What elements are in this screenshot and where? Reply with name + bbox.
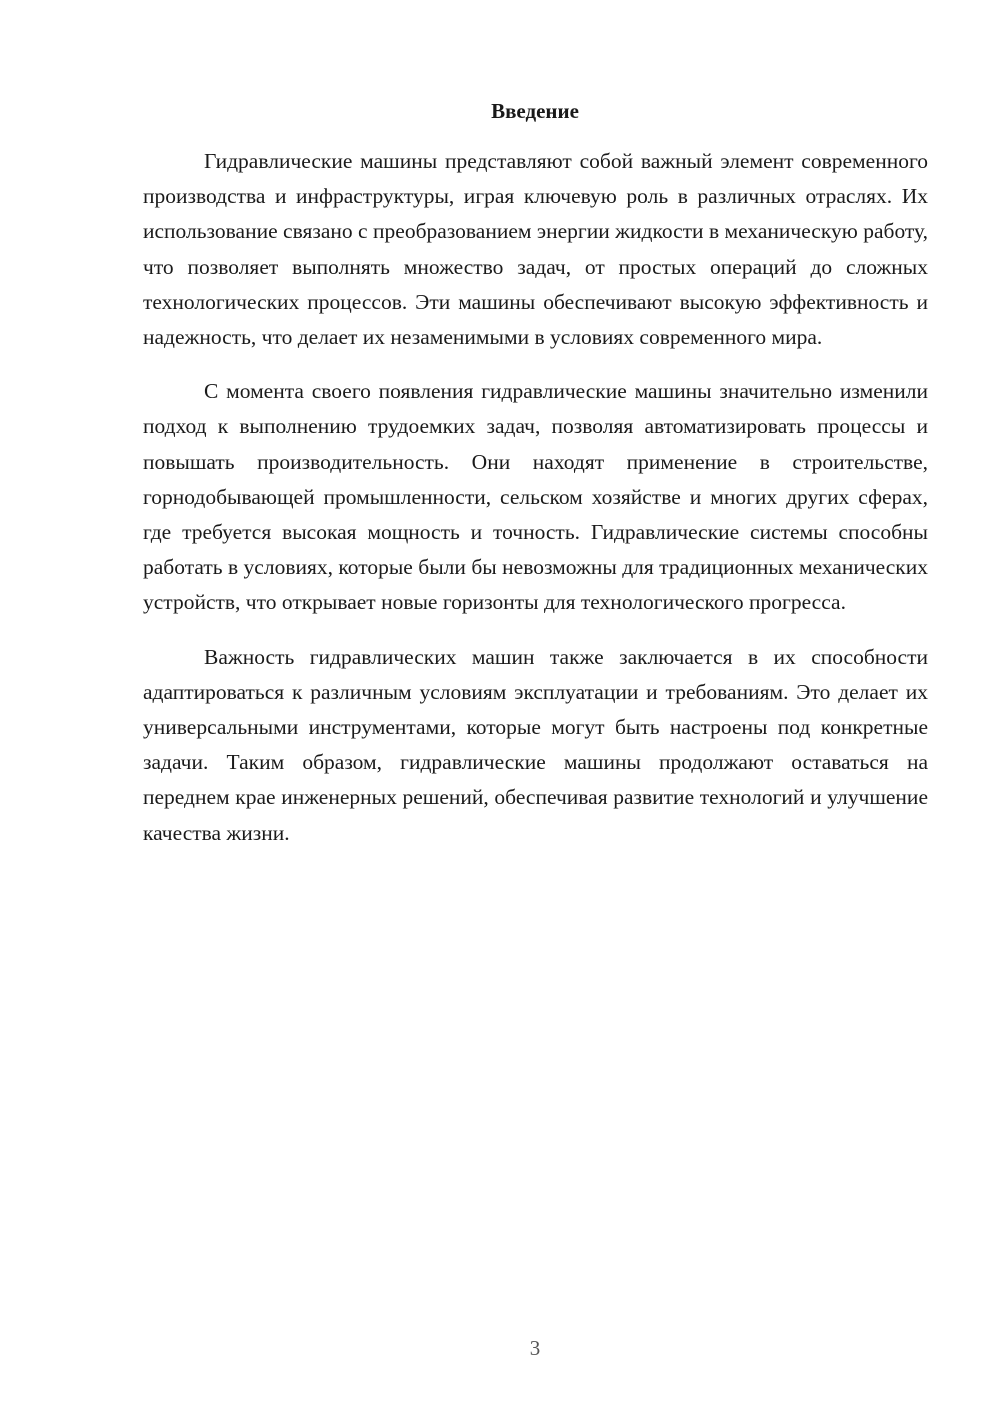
paragraph-3: Важность гидравлических машин также заключается в их способности адаптироваться к различным условиям эксплуатации и требованиям. Это делает их универсальными инструментами, которые могут быть настроены под конкретные задачи. Таким образом, гидравлические машины продолжают оставаться на переднем крае инженерных решений, обеспечивая развитие технологий и улучшение качества жизни. xyxy=(143,644,928,845)
paragraph-1: Гидравлические машины представляют собой важный элемент современного производства и инфраструктуры, играя ключевую роль в различных отраслях. Их использование связано с преобразованием энергии жидкости в механическую работу, что позволяет выполнять множество задач, от простых операций до сложных технологических процессов. Эти машины обеспечивают высокую эффективность и надежность, что делает их незаменимыми в условиях современного мира. xyxy=(143,149,928,350)
body-text xyxy=(143,144,928,870)
paragraph-2: С момента своего появления гидравлические машины значительно изменили подход к выполнению трудоемких задач, позволяя автоматизировать процессы и повышать производительность. Они находят применение в строительстве, горнодобывающей промышленности, сельском хозяйстве и многих других сферах, где требуется высокая мощность и точность. Гидравлические системы способны работать в условиях, которые были бы невозможны для традиционных механических устройств, что открывает новые горизонты для технологического прогресса. xyxy=(143,379,928,615)
page-number: 3 xyxy=(529,1336,541,1360)
section-heading: Введение xyxy=(491,99,579,123)
